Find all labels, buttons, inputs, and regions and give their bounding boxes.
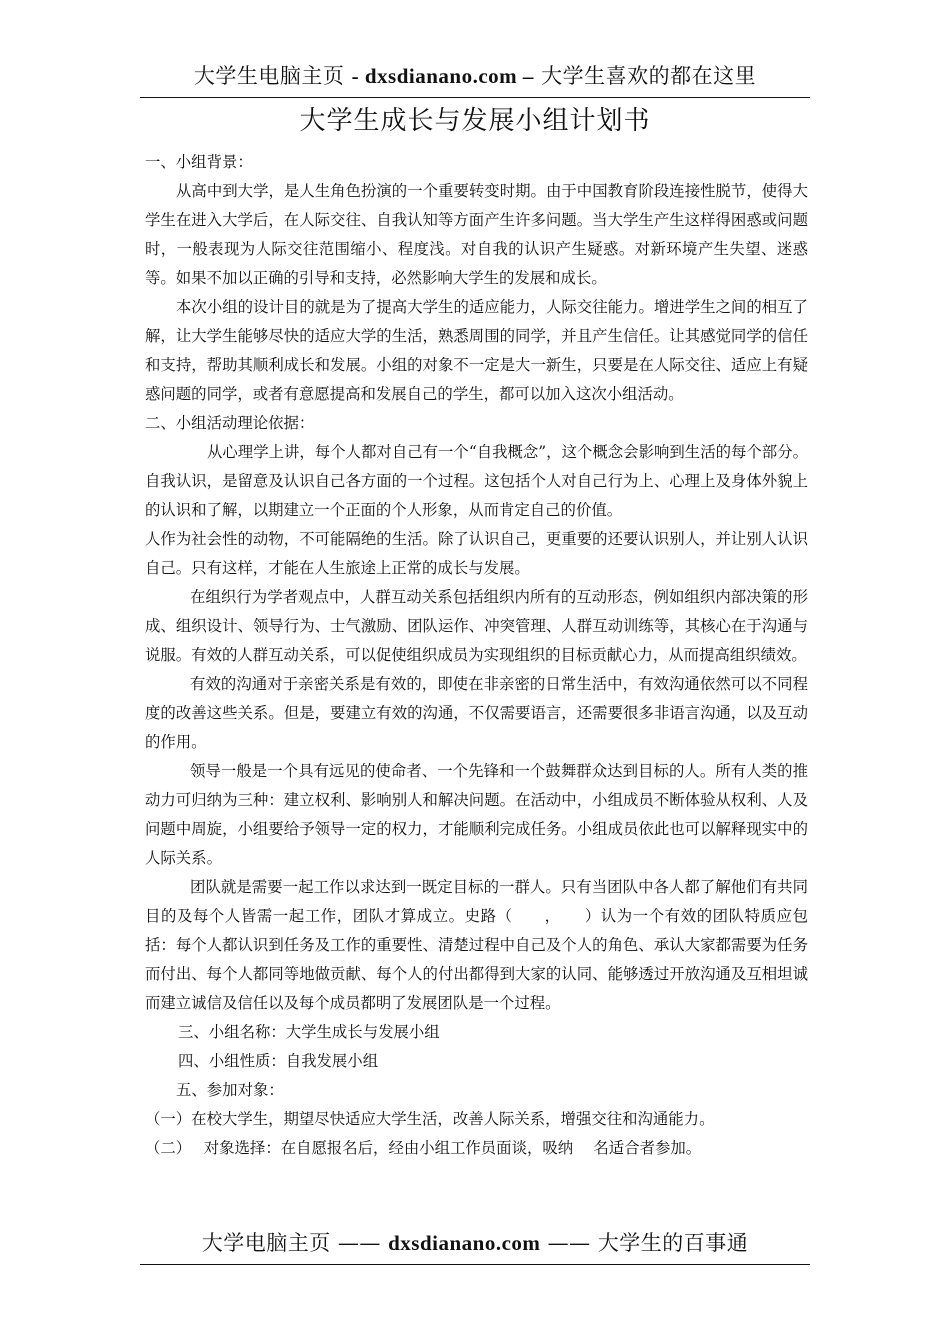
document-title: 大学生成长与发展小组计划书 [299,106,651,136]
section-2-paragraph-1: 从心理学上讲，每个人都对自己有一个“自我概念”，这个概念会影响到生活的每个部分。自我认识，是留意及认识自己各方面的一个过程。这包括个人对自己行为上、心理上及身体外貌上的认识和了解，以期建立一个正面的个人形象，从而肯定自己的价值。 [145,443,808,519]
footer-divider [140,1264,810,1265]
section-1-paragraph-1: 从高中到大学，是人生角色扮演的一个重要转变时期。由于中国教育阶段连接性脱节，使得大学生在进入大学后，在人际交往、自我认知等方面产生许多问题。当大学生产生这样得困惑或问题时，一般表现为人际交往范围缩小、程度浅。对自我的认识产生疑惑。对新环境产生失望、迷惑等。如果不加以正确的引导和支持，必然影响大学生的发展和成长。 [145,182,808,287]
page-footer [140,1229,810,1257]
section-5-item-2: （二） 对象选择：在自愿报名后，经由小组工作员面谈，吸纳 名适合者参加。 [145,1139,702,1157]
footer-site-link[interactable]: dxsdianano.com [388,1231,541,1255]
footer-right-text: —— 大学生的百事通 [540,1231,749,1255]
section-5-item-1: （一）在校大学生，期望尽快适应大学生活，改善人际关系，增强交往和沟通能力。 [145,1110,715,1128]
document-body [145,148,808,1163]
section-2-paragraph-2: 人作为社会性的动物，不可能隔绝的生活。除了认识自己，更重要的还要认识别人，并让别人认识自己。只有这样，才能在人生旅途上正常的成长与发展。 [145,530,808,577]
section-4-nature: 四、小组性质：自我发展小组 [178,1052,379,1070]
section-3-name: 三、小组名称：大学生成长与发展小组 [178,1023,440,1041]
header-site-link[interactable]: - dxsdianano.com – [351,64,534,88]
section-1-heading: 一、小组背景： [145,153,253,171]
section-2-paragraph-6: 团队就是需要一起工作以求达到一既定目标的一群人。只有当团队中各人都了解他们有共同目的及每个人皆需一起工作，团队才算成立。史路（ ， ）认为一个有效的团队特质应包括：每个人都认识到任务及工作的重要性、清楚过程中自己及个人的角色、承认大家都需要为任务而付出、每个人都同等地做贡献、每个人的付出都得到大家的认同、能够透过开放沟通及互相坦诚而建立诚信及信任以及每个成员都明了发展团队是一个过程。 [145,878,808,1012]
section-5-heading: 五、参加对象： [176,1081,284,1099]
header-divider [140,97,810,98]
header-right-text: 大学生喜欢的都在这里 [533,64,757,88]
section-2-paragraph-5: 领导一般是一个具有远见的使命者、一个先锋和一个鼓舞群众达到目标的人。所有人类的推动力可归纳为三种：建立权利、影响别人和解决问题。在活动中，小组成员不断体验从权利、人及问题中周旋，小组要给予领导一定的权力，才能顺利完成任务。小组成员依此也可以解释现实中的人际关系。 [145,762,808,867]
header-left-text: 大学生电脑主页 [193,64,352,88]
page-header [140,62,810,90]
section-2-paragraph-3: 在组织行为学者观点中，人群互动关系包括组织内所有的互动形态，例如组织内部决策的形成、组织设计、领导行为、士气激励、团队运作、冲突管理、人群互动训练等，其核心在于沟通与说服。有效的人群互动关系，可以促使组织成员为实现组织的目标贡献心力，从而提高组织绩效。 [145,588,808,664]
footer-left-text: 大学电脑主页 —— [201,1231,389,1255]
section-2-heading: 二、小组活动理论依据： [145,414,315,432]
section-2-paragraph-4: 有效的沟通对于亲密关系是有效的，即使在非亲密的日常生活中，有效沟通依然可以不同程度的改善这些关系。但是，要建立有效的沟通，不仅需要语言，还需要很多非语言沟通，以及互动的作用。 [145,675,808,751]
section-1-paragraph-2: 本次小组的设计目的就是为了提高大学生的适应能力，人际交往能力。增进学生之间的相互了解，让大学生能够尽快的适应大学的生活，熟悉周围的同学，并且产生信任。让其感觉同学的信任和支持，帮助其顺利成长和发展。小组的对象不一定是大一新生，只要是在人际交往、适应上有疑惑问题的同学，或者有意愿提高和发展自己的学生，都可以加入这次小组活动。 [145,298,808,403]
